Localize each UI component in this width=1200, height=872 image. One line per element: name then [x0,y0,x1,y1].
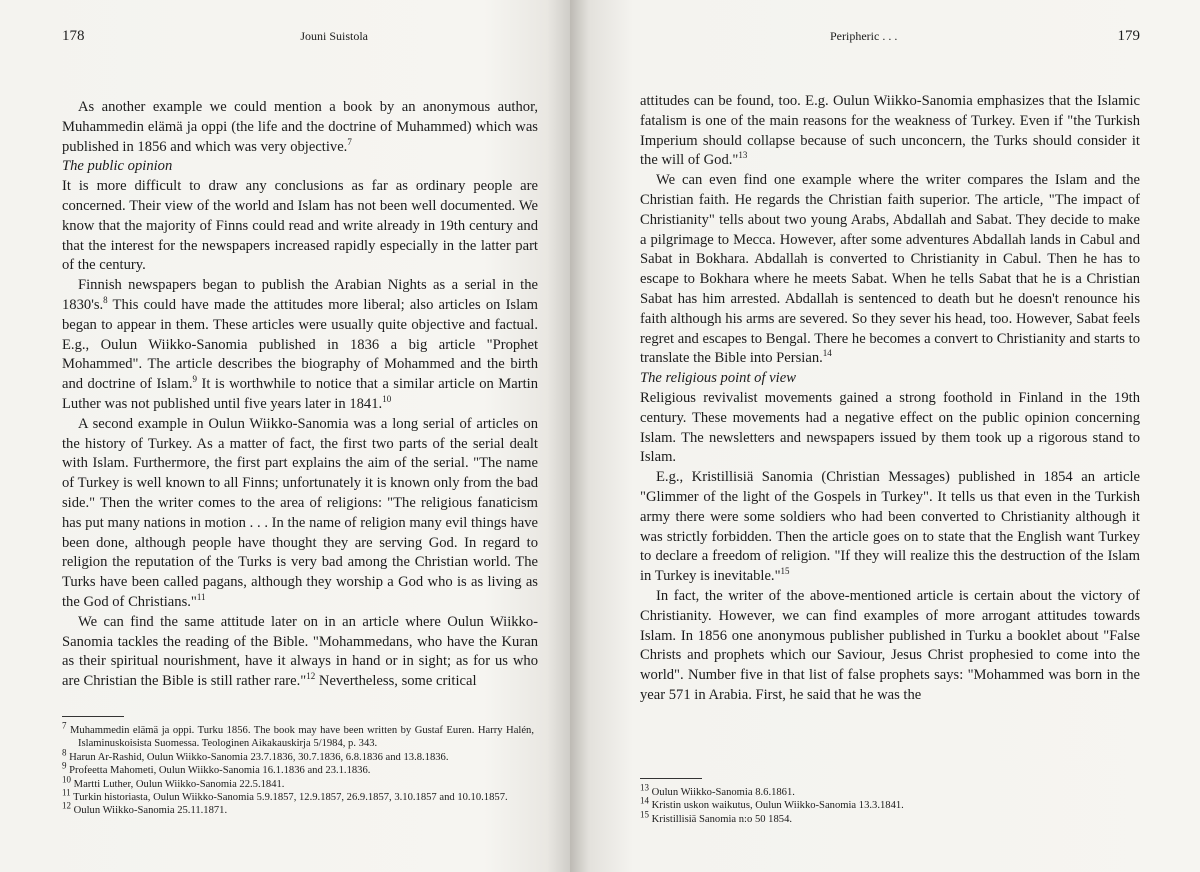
paragraph: We can even find one example where the writer compares the Islam and the Christian faith. He regards the Christian faith superior. The article, "The impact of Christianity" tells about two young Arabs, Abdallah and Sabat. They decide to make a pilgrimage to Mecca. However, after some adventures Abdallah lands in Cabul and Sabat in Bokhara. Abdallah is converted to Christianity in Cabul. Then he has to escape to Bokhara where he meets Sabat. When he tells Sabat that he is a Christian Sabat has him arrested. Abdallah is sentenced to death but he doesn't renounce his faith although his arms are severed. So they sever his head, too. However, Sabat feels regret and escapes to Bengal. There he becomes a convert to Christianity and starts to translate the Bible into Persian.$^{14}$ [640,172,1140,367]
footnote-ref[interactable]: 9 [192,374,198,385]
footnote-ref[interactable]: 11 [196,592,206,603]
footnote-divider [62,716,124,717]
right-running-head [640,28,1140,54]
footnote-ref[interactable]: 8 [103,295,108,306]
paragraph: As another example we could mention a book by an anonymous author, Muhammedin elämä ja oppi (the life and the doctrine of Muhammed) which was published in 1856 and which was very objective.$^7$ [62,99,538,155]
left-body [62,98,538,692]
footnote-ref[interactable]: 12 [306,671,316,682]
footnote-divider [640,778,702,779]
running-head-title: Peripheric . . . [830,29,898,43]
section-heading-public-opinion: The public opinion [62,158,173,175]
footnote-10: $^{10}$ Martti Luther, Oulun Wiikko-Sanomia 22.5.1841. [62,774,285,790]
page-number-left: 178 [62,28,85,44]
left-running-head [62,28,538,54]
left-page [0,0,570,872]
paragraph: Religious revivalist movements gained a strong foothold in Finland in the 19th century. These movements had a negative effect on the public opinion concerning Islam. The newsletters and newspapers issued by them took up a rigorous stand to Islam. [640,389,1140,466]
footnote-ref[interactable]: 14 [822,348,832,359]
footnote-ref[interactable]: 15 [780,566,790,577]
footnote-12: $^{12}$ Oulun Wiikko-Sanomia 25.11.1871. [62,800,228,817]
footnote-15: $^{15}$ Kristillisiä Sanomia n:o 50 1854. [640,809,793,825]
section-heading-religious-view: The religious point of view [640,370,796,387]
paragraph: It is more difficult to draw any conclusions as far as ordinary people are concerned. Their view of the world and Islam has not been well documented. We know that the majority of Finns could read and write already in 19th century and that the interest for the newspapers increased rapidly especially in the latter part of the century. [62,178,538,274]
paragraph: A second example in Oulun Wiikko-Sanomia was a long serial of articles on the history of Turkey. As a matter of fact, the first two parts of the serial dealt with Islam. Furthermore, the first part explains the aim of the serial. "The name of Turkey is well known to all Finns; unfortunately it is known only from the bad side." Then the writer comes to the area of religions: "The religious fanaticism has put many nations in motion . . . In the name of religion many evil things have been done, although people have thought they are serving God. In regard to religion the reputation of the Turks is very bad among the Christian world. The Turks have been called pagans, although they worship a God who is as living as the God of Christians."$^{11}$ [62,415,538,610]
right-page [570,0,1200,872]
paragraph: We can find the same attitude later on in an article where Oulun Wiikko-Sanomia tackles the reading of the Bible. "Mohammedans, who have the Kuran as their spiritual nourishment, have it always in hand or in sight; as for us who are Christian the Bible is still rather rare."$^{12}$ Nevertheless, some critical [62,613,538,690]
footnote-13: $^{13}$ Oulun Wiikko-Sanomia 8.6.1861. [640,782,795,798]
footnote-11: $^{11}$ Turkin historiasta, Oulun Wiikko-Sanomia 5.9.1857, 12.9.1857, 26.9.1857, 3.10.1857 and 10.10.1857. [62,787,508,804]
footnote-14: $^{14}$ Kristin uskon waikutus, Oulun Wiikko-Sanomia 13.3.1841. [640,795,904,812]
page-number-right: 179 [1117,28,1140,44]
footnote-9: $^9$ Profeetta Mahometi, Oulun Wiikko-Sanomia 16.1.1836 and 23.1.1836. [62,760,371,777]
right-footnotes [640,778,1140,826]
footnote-8: $^8$ Harun Ar-Rashid, Oulun Wiikko-Sanomia 23.7.1836, 30.7.1836, 6.8.1836 and 13.8.1836. [62,747,449,763]
footnote-ref[interactable]: 13 [738,150,748,161]
footnote-ref[interactable]: 10 [382,394,392,405]
paragraph: In fact, the writer of the above-mentioned article is certain about the victory of Christianity. However, we can find examples of more arrogant attitudes towards Islam. In 1856 one anonymous publisher published in Turku a booklet about "False Christs and prophets which our Saviour, Jesus Christ prophesied to come into the world". Number five in that list of false prophets says: "Mohammed was born in the year 571 in Arabia. First, he said that he was the [640,587,1140,703]
paragraph: attitudes can be found, too. E.g. Oulun Wiikko-Sanomia emphasizes that the Islamic fatalism is one of the main reasons for the weakness of Turkey. Even if "the Turkish Imperium should collapse because of such unconcern, the Turks should consider it the will of God."$^{13}$ [640,93,1140,169]
footnote-7: $^7$ Muhammedin elämä ja oppi. Turku 1856. The book may have been written by Gustaf Euren. Harry Halén, Islaminuskoisista Suomessa. Teologinen Aikakauskirja 5/1984, p. 343. [62,720,534,750]
running-head-author: Jouni Suistola [300,29,368,43]
paragraph: Finnish newspapers began to publish the Arabian Nights as a serial in the 1830's.$^8$ This could have made the attitudes more liberal; also articles on Islam began to appear in them. These articles were usually quite objective and factual. E.g., Oulun Wiikko-Sanomia published in 1836 a big article "Prophet Mohammed". The article describes the biography of Mohammed and the birth and doctrine of Islam.$^9$ It is worthwhile to notice that a similar article on Martin Luther was not published until five years later in 1841.10 [62,277,538,412]
left-footnotes [62,716,534,818]
footnote-ref[interactable]: 7 [347,136,352,147]
right-body [640,92,1140,706]
paragraph: E.g., Kristillisiä Sanomia (Christian Messages) published in 1854 an article "Glimmer of the light of the Gospels in Turkey". It tells us that even in the Turkish army there were some soldiers who had been converted to Christianity although it was strictly forbidden. Then the article goes on to state that the English want Turkey to declare a freedom of religion. "If they will realize this the destruction of the Islam in Turkey is inevitable."$^{15}$ [640,469,1140,585]
